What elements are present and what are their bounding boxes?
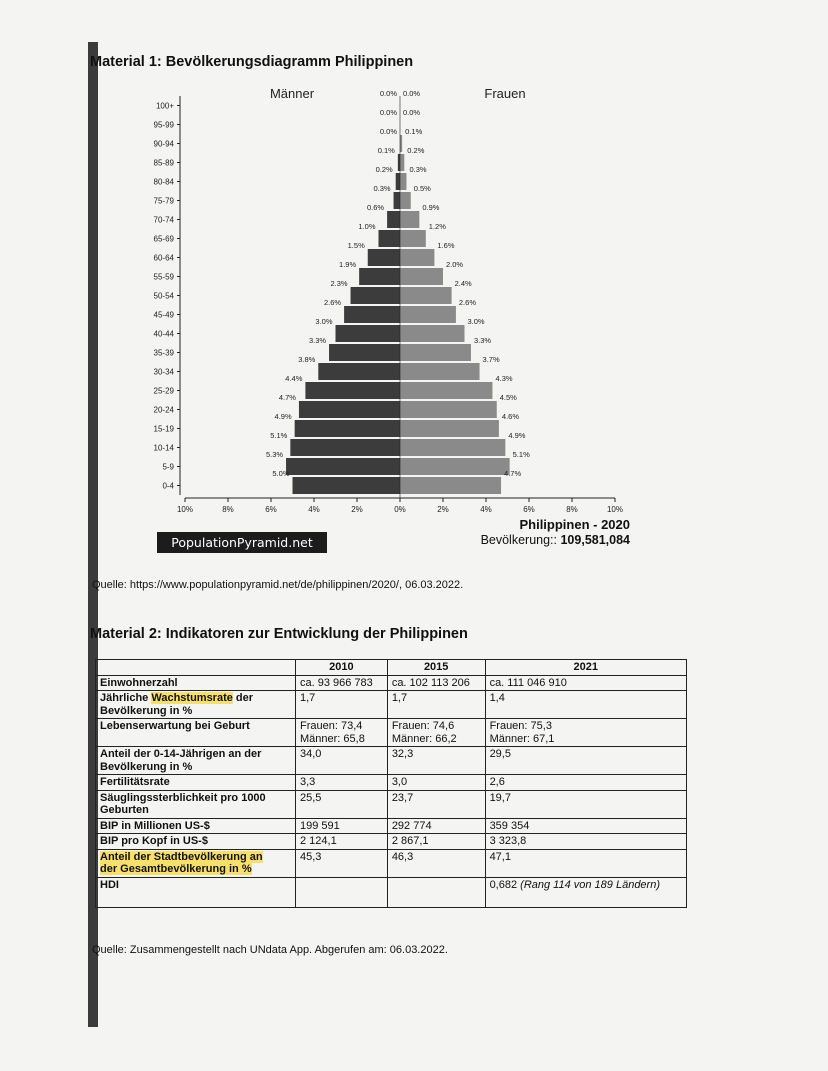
age-group-label: 15-19 <box>153 424 174 434</box>
row-label-part: der Bevölkerung in % <box>100 692 254 717</box>
male-bar <box>286 458 400 475</box>
male-label: Männer <box>269 86 315 101</box>
x-tick-label: 4% <box>480 505 492 514</box>
table-row <box>96 719 687 747</box>
row-label: BIP in Millionen US-$ <box>96 818 296 834</box>
age-group-label: 60-64 <box>153 253 174 263</box>
table-row <box>96 675 687 691</box>
female-value-label: 2.4% <box>454 279 472 288</box>
table-cell: 2,6 <box>485 775 686 791</box>
female-bar <box>400 458 510 475</box>
male-bar <box>299 401 400 418</box>
male-bar <box>387 211 400 228</box>
male-value-label: 5.3% <box>265 450 284 459</box>
table-row <box>96 775 687 791</box>
female-bar <box>400 401 497 418</box>
table-cell: 199 591 <box>296 818 388 834</box>
male-value-label: 0.1% <box>377 146 395 155</box>
male-bar <box>394 192 400 209</box>
age-group-label: 10-14 <box>153 443 174 453</box>
male-value-label: 1.0% <box>358 222 376 231</box>
table-cell <box>387 719 485 747</box>
male-value-label: 0.0% <box>379 108 397 117</box>
male-bar <box>293 477 401 494</box>
female-bar <box>400 249 434 266</box>
x-tick-label: 8% <box>566 505 578 514</box>
population-value: 109,581,084 <box>560 533 630 547</box>
table-cell: 45,3 <box>296 849 388 877</box>
table-cell <box>485 877 686 907</box>
table-cell: 34,0 <box>296 747 388 775</box>
female-value-label: 2.6% <box>458 298 477 307</box>
male-value-label: 3.3% <box>308 336 327 345</box>
x-tick-label: 10% <box>606 505 624 514</box>
male-bar <box>368 249 400 266</box>
age-group-label: 75-79 <box>153 196 174 206</box>
row-label-part: Jährliche <box>100 692 152 704</box>
table-cell: 2 124,1 <box>296 834 388 850</box>
age-group-label: 90-94 <box>153 139 174 149</box>
table-row <box>96 849 687 877</box>
male-bar <box>336 325 401 342</box>
row-label: Fertilitätsrate <box>96 775 296 791</box>
table-cell: 1,4 <box>485 691 686 719</box>
female-label: Frauen <box>484 86 526 101</box>
year-header: 2021 <box>485 660 686 676</box>
female-bar <box>400 211 419 228</box>
row-label <box>96 691 296 719</box>
material1-source: Quelle: https://www.populationpyramid.net/de/philippinen/2020/, 06.03.2022. <box>92 579 464 591</box>
x-tick-label: 4% <box>308 505 320 514</box>
female-value-label: 1.2% <box>428 222 446 231</box>
age-group-label: 30-34 <box>153 367 174 377</box>
female-bar <box>400 230 426 247</box>
age-group-label: 35-39 <box>153 348 174 358</box>
table-cell: 3 323,8 <box>485 834 686 850</box>
female-bar <box>400 382 492 399</box>
age-group-label: 25-29 <box>153 386 174 396</box>
male-value-label: 5.0% <box>272 469 290 478</box>
male-bar <box>351 287 400 304</box>
row-label <box>96 849 296 877</box>
female-value-label: 0.1% <box>405 127 423 136</box>
male-value-label: 4.7% <box>278 393 296 402</box>
female-value-label: 4.7% <box>504 469 522 478</box>
highlighted-text: der Gesamtbevölkerung in % <box>100 863 252 875</box>
age-group-label: 50-54 <box>153 291 174 301</box>
age-group-label: 0-4 <box>162 481 174 491</box>
age-group-label: 20-24 <box>153 405 174 415</box>
male-bar <box>295 420 400 437</box>
table-cell: ca. 111 046 910 <box>485 675 686 691</box>
male-bar <box>329 344 400 361</box>
age-group-label: 70-74 <box>153 215 174 225</box>
material2-source: Quelle: Zusammengestellt nach UNdata App. Abgerufen am: 06.03.2022. <box>92 944 448 956</box>
table-row <box>96 818 687 834</box>
female-value-label: 4.9% <box>508 431 526 440</box>
pyramid-caption-title: Philippinen - 2020 <box>519 517 630 532</box>
male-bar <box>318 363 400 380</box>
female-value-label: 0.5% <box>413 184 431 193</box>
female-value-label: 0.3% <box>409 165 427 174</box>
x-tick-label: 6% <box>265 505 277 514</box>
male-bar <box>359 268 400 285</box>
female-bar <box>400 154 404 171</box>
male-bar <box>396 173 400 190</box>
row-label: HDI <box>96 877 296 907</box>
highlighted-text: Wachstumsrate <box>151 692 233 704</box>
female-bar <box>400 135 402 152</box>
table-cell <box>296 877 388 907</box>
x-tick-label: 0% <box>394 505 406 514</box>
female-bar <box>400 173 406 190</box>
age-group-label: 80-84 <box>153 177 174 187</box>
female-bar <box>400 439 505 456</box>
table-row <box>96 877 687 907</box>
cell-line: Frauen: 74,6 <box>391 720 455 732</box>
female-value-label: 0.9% <box>422 203 440 212</box>
male-bar <box>398 154 400 171</box>
table-row <box>96 691 687 719</box>
table-cell: 3,0 <box>387 775 485 791</box>
age-group-label: 5-9 <box>162 462 174 472</box>
female-bar <box>400 287 452 304</box>
female-value-label: 0.0% <box>403 108 421 117</box>
material2-title: Material 2: Indikatoren zur Entwicklung der Philippinen <box>90 626 468 642</box>
table-cell: 47,1 <box>485 849 686 877</box>
female-value-label: 4.6% <box>501 412 520 421</box>
age-group-label: 65-69 <box>153 234 174 244</box>
female-bar <box>400 325 465 342</box>
female-bar <box>400 363 480 380</box>
population-label: Bevölkerung:: <box>480 533 557 547</box>
table-cell: ca. 102 113 206 <box>387 675 485 691</box>
indicator-table <box>95 659 687 908</box>
female-value-label: 0.0% <box>403 89 421 98</box>
male-value-label: 0.3% <box>373 184 391 193</box>
female-bar <box>400 306 456 323</box>
male-bar <box>290 439 400 456</box>
female-value-label: 3.7% <box>482 355 500 364</box>
hdi-value: 0,682 <box>489 878 518 891</box>
table-cell: 292 774 <box>387 818 485 834</box>
table-header-row <box>96 660 687 676</box>
table-cell: 46,3 <box>387 849 485 877</box>
pyramid-caption-population <box>380 533 630 547</box>
female-bar <box>400 420 499 437</box>
age-group-label: 100+ <box>155 101 174 111</box>
x-tick-label: 8% <box>222 505 234 514</box>
row-label: Lebenserwartung bei Geburt <box>96 719 296 747</box>
male-value-label: 1.9% <box>339 260 357 269</box>
table-row <box>96 747 687 775</box>
male-value-label: 0.2% <box>375 165 393 174</box>
female-bar <box>400 477 501 494</box>
age-group-label: 55-59 <box>153 272 174 282</box>
female-bar <box>400 344 471 361</box>
table-cell: 359 354 <box>485 818 686 834</box>
population-pyramid-chart <box>150 84 650 514</box>
table-cell: 25,5 <box>296 790 388 818</box>
table-row <box>96 834 687 850</box>
age-group-label: 85-89 <box>153 158 174 168</box>
male-value-label: 4.4% <box>285 374 303 383</box>
cell-line: Männer: 66,2 <box>391 732 457 745</box>
male-value-label: 3.0% <box>315 317 333 326</box>
male-value-label: 2.6% <box>323 298 342 307</box>
table-cell: 3,3 <box>296 775 388 791</box>
table-cell <box>296 719 388 747</box>
year-header: 2015 <box>387 660 485 676</box>
male-bar <box>305 382 400 399</box>
male-value-label: 0.6% <box>366 203 385 212</box>
x-tick-label: 6% <box>523 505 535 514</box>
row-label: Anteil der 0-14-Jährigen an der Bevölkerung in % <box>96 747 296 775</box>
cell-line: Frauen: 75,3 <box>489 720 552 732</box>
table-cell: 23,7 <box>387 790 485 818</box>
row-label: BIP pro Kopf in US-$ <box>96 834 296 850</box>
table-cell: 32,3 <box>387 747 485 775</box>
female-bar <box>400 192 411 209</box>
male-value-label: 1.5% <box>347 241 365 250</box>
table-cell: 1,7 <box>296 691 388 719</box>
age-group-label: 95-99 <box>153 120 174 130</box>
male-bar <box>344 306 400 323</box>
cell-line: Frauen: 73,4 <box>300 720 363 732</box>
table-cell: 19,7 <box>485 790 686 818</box>
male-value-label: 5.1% <box>270 431 288 440</box>
female-value-label: 3.3% <box>473 336 492 345</box>
material1-title: Material 1: Bevölkerungsdiagramm Philippinen <box>90 54 414 70</box>
female-value-label: 3.0% <box>467 317 485 326</box>
age-group-label: 45-49 <box>153 310 174 320</box>
x-tick-label: 2% <box>437 505 449 514</box>
female-value-label: 1.6% <box>437 241 455 250</box>
table-cell: 2 867,1 <box>387 834 485 850</box>
table-cell: 29,5 <box>485 747 686 775</box>
female-bar <box>400 268 443 285</box>
table-cell: 1,7 <box>387 691 485 719</box>
row-label: Säuglingssterblichkeit pro 1000 Geburten <box>96 790 296 818</box>
highlighted-text: Anteil der Stadtbevölkerung an <box>100 850 263 863</box>
cell-line: Männer: 65,8 <box>300 732 365 745</box>
age-group-label: 40-44 <box>153 329 174 339</box>
table-header-empty <box>96 660 296 676</box>
table-cell: ca. 93 966 783 <box>296 675 388 691</box>
x-tick-label: 10% <box>176 505 194 514</box>
row-label: Einwohnerzahl <box>96 675 296 691</box>
population-pyramid-logo: PopulationPyramid.net <box>157 532 327 553</box>
female-value-label: 5.1% <box>512 450 530 459</box>
male-value-label: 2.3% <box>330 279 348 288</box>
male-value-label: 0.0% <box>379 127 397 136</box>
female-value-label: 4.5% <box>499 393 517 402</box>
male-value-label: 4.9% <box>274 412 292 421</box>
male-value-label: 3.8% <box>298 355 316 364</box>
x-tick-label: 2% <box>351 505 363 514</box>
female-value-label: 0.2% <box>407 146 425 155</box>
male-bar <box>379 230 401 247</box>
table-cell <box>485 719 686 747</box>
year-header: 2010 <box>296 660 388 676</box>
hdi-rank-note: (Rang 114 von 189 Ländern) <box>520 878 660 891</box>
table-row <box>96 790 687 818</box>
male-value-label: 0.0% <box>379 89 397 98</box>
cell-line: Männer: 67,1 <box>489 732 555 745</box>
female-value-label: 4.3% <box>495 374 513 383</box>
female-value-label: 2.0% <box>446 260 464 269</box>
table-cell <box>387 877 485 907</box>
